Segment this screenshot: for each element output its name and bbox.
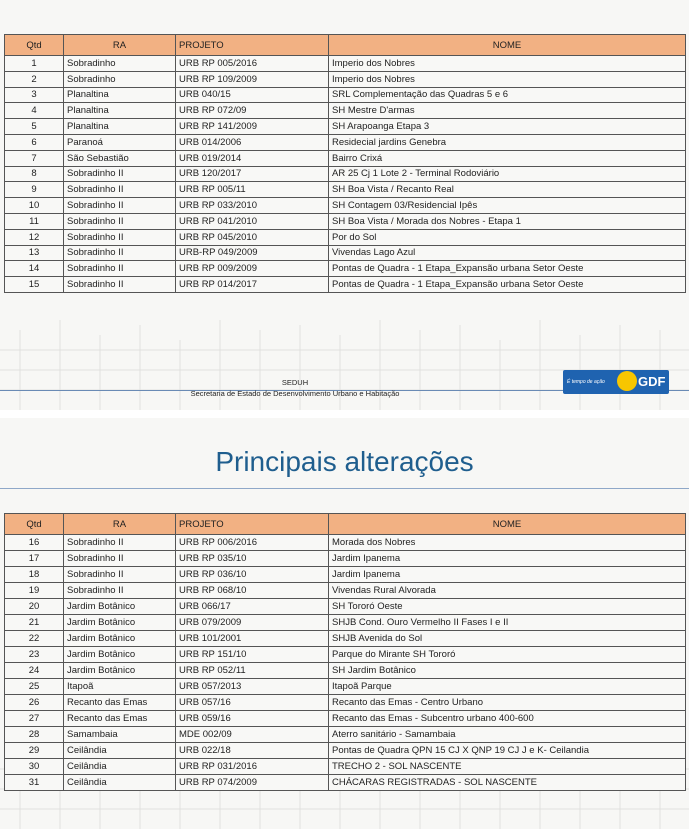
cell-qtd: 28 bbox=[5, 727, 64, 743]
slide-title: Principais alterações bbox=[215, 446, 474, 477]
cell-qtd: 15 bbox=[5, 277, 64, 293]
cell-nome: SH Arapoanga Etapa 3 bbox=[329, 119, 686, 135]
cell-nome: SH Mestre D'armas bbox=[329, 103, 686, 119]
cell-projeto: URB RP 005/2016 bbox=[176, 56, 329, 72]
cell-projeto: URB RP 014/2017 bbox=[176, 277, 329, 293]
cell-nome: Pontas de Quadra - 1 Etapa_Expansão urbana Setor Oeste bbox=[329, 261, 686, 277]
cell-nome: Imperio dos Nobres bbox=[329, 56, 686, 72]
footer-secretaria: Secretaria de Estado de Desenvolvimento Urbano e Habitação bbox=[190, 389, 400, 398]
cell-nome: Recanto das Emas - Subcentro urbano 400-600 bbox=[329, 711, 686, 727]
cell-projeto: MDE 002/09 bbox=[176, 727, 329, 743]
cell-nome: Imperio dos Nobres bbox=[329, 71, 686, 87]
cell-projeto: URB 066/17 bbox=[176, 599, 329, 615]
table-row bbox=[5, 567, 686, 583]
cell-qtd: 6 bbox=[5, 134, 64, 150]
cell-qtd: 26 bbox=[5, 695, 64, 711]
cell-projeto: URB RP 072/09 bbox=[176, 103, 329, 119]
cell-projeto: URB RP 074/2009 bbox=[176, 775, 329, 791]
cell-projeto: URB RP 052/11 bbox=[176, 663, 329, 679]
table-row bbox=[5, 583, 686, 599]
cell-nome: Bairro Crixá bbox=[329, 150, 686, 166]
table-row bbox=[5, 87, 686, 103]
header-qtd: Qtd bbox=[5, 514, 64, 535]
cell-nome: Pontas de Quadra QPN 15 CJ X QNP 19 CJ J e K- Ceilandia bbox=[329, 743, 686, 759]
cell-qtd: 19 bbox=[5, 583, 64, 599]
table-row bbox=[5, 775, 686, 791]
cell-qtd: 12 bbox=[5, 229, 64, 245]
cell-nome: Por do Sol bbox=[329, 229, 686, 245]
table-row bbox=[5, 103, 686, 119]
cell-qtd: 29 bbox=[5, 743, 64, 759]
table-row bbox=[5, 182, 686, 198]
table-row bbox=[5, 615, 686, 631]
cell-nome: SH Tororó Oeste bbox=[329, 599, 686, 615]
table-row bbox=[5, 134, 686, 150]
cell-nome: Parque do Mirante SH Tororó bbox=[329, 647, 686, 663]
table-row bbox=[5, 647, 686, 663]
cell-ra: Planaltina bbox=[64, 119, 176, 135]
cell-nome: SRL Complementação das Quadras 5 e 6 bbox=[329, 87, 686, 103]
cell-ra: Sobradinho II bbox=[64, 198, 176, 214]
table-header-row bbox=[5, 514, 686, 535]
cell-ra: Sobradinho II bbox=[64, 583, 176, 599]
table-row bbox=[5, 631, 686, 647]
table-row bbox=[5, 663, 686, 679]
table-row bbox=[5, 535, 686, 551]
cell-projeto: URB 014/2006 bbox=[176, 134, 329, 150]
cell-nome: SH Contagem 03/Residencial Ipês bbox=[329, 198, 686, 214]
cell-projeto: URB RP 068/10 bbox=[176, 583, 329, 599]
cell-projeto: URB RP 151/10 bbox=[176, 647, 329, 663]
cell-ra: Sobradinho II bbox=[64, 567, 176, 583]
cell-ra: Planaltina bbox=[64, 87, 176, 103]
cell-ra: Recanto das Emas bbox=[64, 711, 176, 727]
cell-projeto: URB 019/2014 bbox=[176, 150, 329, 166]
table-row bbox=[5, 695, 686, 711]
cell-ra: Jardim Botânico bbox=[64, 599, 176, 615]
table-row bbox=[5, 150, 686, 166]
cell-ra: Recanto das Emas bbox=[64, 695, 176, 711]
table-row bbox=[5, 56, 686, 72]
footer-seduh: SEDUH bbox=[281, 378, 309, 387]
cell-qtd: 17 bbox=[5, 551, 64, 567]
cell-nome: TRECHO 2 - SOL NASCENTE bbox=[329, 759, 686, 775]
header-projeto: PROJETO bbox=[176, 35, 329, 56]
cell-qtd: 4 bbox=[5, 103, 64, 119]
cell-nome: SH Boa Vista / Morada dos Nobres - Etapa 1 bbox=[329, 213, 686, 229]
table-row bbox=[5, 166, 686, 182]
table-row bbox=[5, 71, 686, 87]
cell-qtd: 3 bbox=[5, 87, 64, 103]
cell-ra: Ceilândia bbox=[64, 759, 176, 775]
cell-qtd: 18 bbox=[5, 567, 64, 583]
cell-ra: Sobradinho II bbox=[64, 277, 176, 293]
cell-nome: SHJB Cond. Ouro Vermelho II Fases I e II bbox=[329, 615, 686, 631]
cell-projeto: URB 057/2013 bbox=[176, 679, 329, 695]
cell-qtd: 21 bbox=[5, 615, 64, 631]
cell-projeto: URB 059/16 bbox=[176, 711, 329, 727]
cell-nome: Residecial jardins Genebra bbox=[329, 134, 686, 150]
cell-qtd: 24 bbox=[5, 663, 64, 679]
cell-nome: Vivendas Rural Alvorada bbox=[329, 583, 686, 599]
cell-nome: CHÁCARAS REGISTRADAS - SOL NASCENTE bbox=[329, 775, 686, 791]
cell-projeto: URB RP 141/2009 bbox=[176, 119, 329, 135]
table-row bbox=[5, 711, 686, 727]
cell-projeto: URB RP 009/2009 bbox=[176, 261, 329, 277]
cell-ra: Jardim Botânico bbox=[64, 631, 176, 647]
table-row bbox=[5, 727, 686, 743]
header-qtd: Qtd bbox=[5, 35, 64, 56]
cell-projeto: URB RP 109/2009 bbox=[176, 71, 329, 87]
cell-ra: Ceilândia bbox=[64, 743, 176, 759]
cell-nome: SHJB Avenida do Sol bbox=[329, 631, 686, 647]
cell-qtd: 22 bbox=[5, 631, 64, 647]
projects-table-2 bbox=[4, 513, 686, 791]
cell-qtd: 30 bbox=[5, 759, 64, 775]
cell-ra: Sobradinho II bbox=[64, 229, 176, 245]
cell-nome: AR 25 Cj 1 Lote 2 - Terminal Rodoviário bbox=[329, 166, 686, 182]
cell-qtd: 25 bbox=[5, 679, 64, 695]
cell-qtd: 10 bbox=[5, 198, 64, 214]
header-nome: NOME bbox=[329, 35, 686, 56]
cell-ra: Paranoá bbox=[64, 134, 176, 150]
cell-qtd: 2 bbox=[5, 71, 64, 87]
cell-projeto: URB 040/15 bbox=[176, 87, 329, 103]
cell-projeto: URB RP 045/2010 bbox=[176, 229, 329, 245]
cell-projeto: URB RP 035/10 bbox=[176, 551, 329, 567]
cell-nome: SH Boa Vista / Recanto Real bbox=[329, 182, 686, 198]
cell-projeto: URB 101/2001 bbox=[176, 631, 329, 647]
cell-qtd: 5 bbox=[5, 119, 64, 135]
cell-qtd: 11 bbox=[5, 213, 64, 229]
cell-nome: SH Jardim Botânico bbox=[329, 663, 686, 679]
table-row bbox=[5, 759, 686, 775]
cell-ra: Sobradinho II bbox=[64, 535, 176, 551]
table-header-row bbox=[5, 35, 686, 56]
cell-ra: Jardim Botânico bbox=[64, 647, 176, 663]
cell-projeto: URB-RP 049/2009 bbox=[176, 245, 329, 261]
header-ra: RA bbox=[64, 35, 176, 56]
table-row bbox=[5, 743, 686, 759]
cell-ra: São Sebastião bbox=[64, 150, 176, 166]
cell-projeto: URB 079/2009 bbox=[176, 615, 329, 631]
cell-ra: Sobradinho II bbox=[64, 213, 176, 229]
cell-ra: Jardim Botânico bbox=[64, 615, 176, 631]
cell-ra: Sobradinho bbox=[64, 71, 176, 87]
cell-ra: Samambaia bbox=[64, 727, 176, 743]
cell-projeto: URB RP 033/2010 bbox=[176, 198, 329, 214]
cell-qtd: 8 bbox=[5, 166, 64, 182]
sun-icon bbox=[617, 371, 637, 391]
cell-ra: Jardim Botânico bbox=[64, 663, 176, 679]
cell-qtd: 27 bbox=[5, 711, 64, 727]
table-row bbox=[5, 599, 686, 615]
slide-1 bbox=[0, 0, 689, 410]
table-row bbox=[5, 261, 686, 277]
cell-qtd: 7 bbox=[5, 150, 64, 166]
table-row bbox=[5, 198, 686, 214]
logo-text: GDF bbox=[638, 374, 666, 389]
cell-qtd: 31 bbox=[5, 775, 64, 791]
cell-nome: Itapoã Parque bbox=[329, 679, 686, 695]
slide-2 bbox=[0, 418, 689, 829]
header-projeto: PROJETO bbox=[176, 514, 329, 535]
cell-nome: Aterro sanitário - Samambaia bbox=[329, 727, 686, 743]
cell-nome: Vivendas Lago Azul bbox=[329, 245, 686, 261]
cell-ra: Sobradinho II bbox=[64, 551, 176, 567]
cell-nome: Pontas de Quadra - 1 Etapa_Expansão urbana Setor Oeste bbox=[329, 277, 686, 293]
cell-ra: Sobradinho II bbox=[64, 182, 176, 198]
cell-ra: Sobradinho II bbox=[64, 261, 176, 277]
table-row bbox=[5, 277, 686, 293]
header-ra: RA bbox=[64, 514, 176, 535]
cell-nome: Recanto das Emas - Centro Urbano bbox=[329, 695, 686, 711]
table-row bbox=[5, 551, 686, 567]
table-row bbox=[5, 245, 686, 261]
cell-projeto: URB RP 006/2016 bbox=[176, 535, 329, 551]
logo-slogan: É tempo de ação bbox=[567, 379, 605, 385]
cell-qtd: 1 bbox=[5, 56, 64, 72]
cell-projeto: URB RP 041/2010 bbox=[176, 213, 329, 229]
slide-gap bbox=[0, 410, 689, 418]
cell-projeto: URB RP 031/2016 bbox=[176, 759, 329, 775]
header-nome: NOME bbox=[329, 514, 686, 535]
table-row bbox=[5, 119, 686, 135]
cell-projeto: URB 120/2017 bbox=[176, 166, 329, 182]
cell-ra: Sobradinho II bbox=[64, 166, 176, 182]
cell-projeto: URB RP 036/10 bbox=[176, 567, 329, 583]
cell-ra: Sobradinho II bbox=[64, 245, 176, 261]
gdf-logo bbox=[563, 370, 669, 394]
projects-table-1 bbox=[4, 34, 686, 293]
table-row bbox=[5, 229, 686, 245]
cell-nome: Jardim Ipanema bbox=[329, 551, 686, 567]
cell-projeto: URB RP 005/11 bbox=[176, 182, 329, 198]
cell-ra: Sobradinho bbox=[64, 56, 176, 72]
title-divider bbox=[0, 488, 689, 489]
cell-ra: Itapoã bbox=[64, 679, 176, 695]
cell-nome: Jardim Ipanema bbox=[329, 567, 686, 583]
cell-qtd: 13 bbox=[5, 245, 64, 261]
cell-ra: Planaltina bbox=[64, 103, 176, 119]
cell-nome: Morada dos Nobres bbox=[329, 535, 686, 551]
cell-projeto: URB 022/18 bbox=[176, 743, 329, 759]
cell-projeto: URB 057/16 bbox=[176, 695, 329, 711]
cell-qtd: 9 bbox=[5, 182, 64, 198]
cell-ra: Ceilândia bbox=[64, 775, 176, 791]
table-row bbox=[5, 213, 686, 229]
cell-qtd: 23 bbox=[5, 647, 64, 663]
table-row bbox=[5, 679, 686, 695]
cell-qtd: 20 bbox=[5, 599, 64, 615]
cell-qtd: 16 bbox=[5, 535, 64, 551]
cell-qtd: 14 bbox=[5, 261, 64, 277]
